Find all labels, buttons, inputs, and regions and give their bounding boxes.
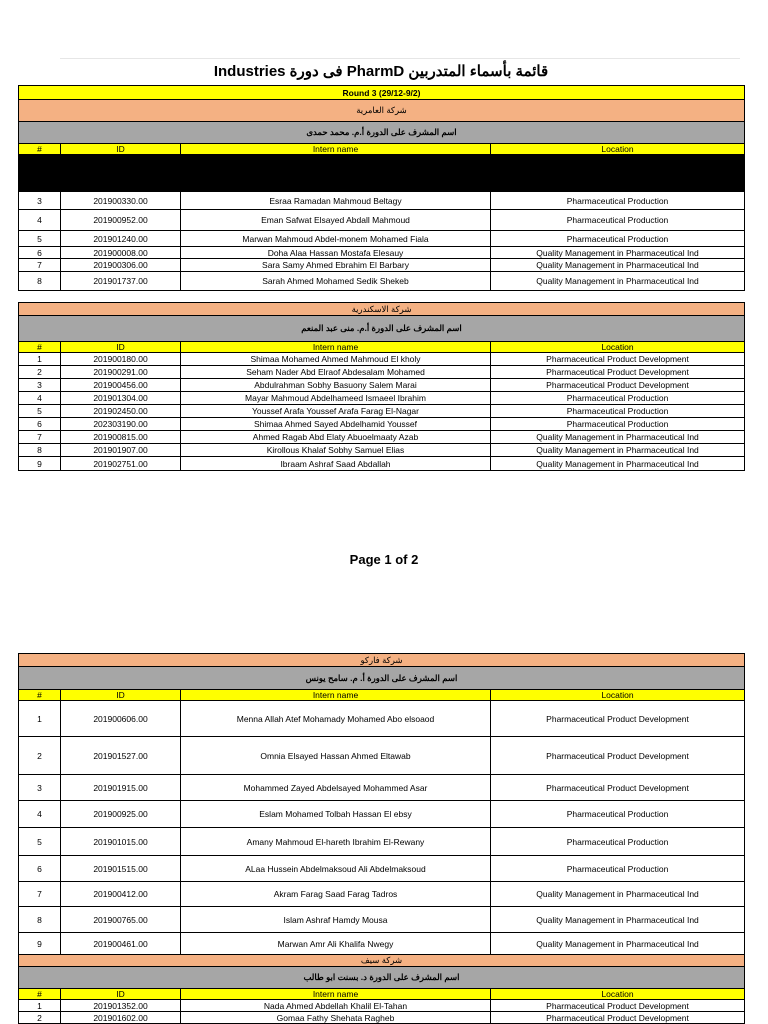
cell-id: 201901515.00 [61,856,181,882]
header-location: Location [491,690,745,701]
cell-num: 9 [19,457,61,471]
supervisor-row [19,122,745,144]
header-row [19,144,745,155]
round-label: Round 3 (29/12-9/2) [19,86,745,100]
cell-id: 201901737.00 [61,272,181,291]
redacted-row [19,155,745,192]
cell-name: Akram Farag Saad Farag Tadros [181,882,491,907]
cell-num: 5 [19,231,61,247]
table-row [19,405,745,418]
header-row [19,690,745,701]
cell-location: Pharmaceutical Product Development [491,775,745,801]
cell-num: 6 [19,247,61,259]
section-alexandria [18,302,744,471]
section-ameriya [18,85,744,291]
cell-name: Eman Safwat Elsayed Abdall Mahmoud [181,210,491,231]
intern-table [18,85,745,291]
cell-location: Quality Management in Pharmaceutical Ind [491,882,745,907]
cell-id: 201900291.00 [61,366,181,379]
cell-location: Pharmaceutical Production [491,392,745,405]
cell-location: Pharmaceutical Product Development [491,353,745,366]
table-row [19,353,745,366]
cell-name: Kirollous Khalaf Sobhy Samuel Elias [181,444,491,457]
table-row [19,933,745,955]
header-location: Location [491,989,745,1000]
cell-id: 201902751.00 [61,457,181,471]
table-row [19,366,745,379]
supervisor-name: اسم المشرف على الدورة د. بسنت ابو طالب [19,967,745,989]
supervisor-name: اسم المشرف على الدورة أ. م. سامح يونس [19,667,745,690]
cell-id: 201901304.00 [61,392,181,405]
cell-num: 6 [19,856,61,882]
cell-location: Pharmaceutical Production [491,192,745,210]
cell-name: Marwan Amr Ali Khalifa Nwegy [181,933,491,955]
table-row [19,444,745,457]
cell-num: 7 [19,431,61,444]
cell-num: 4 [19,801,61,828]
cell-num: 8 [19,272,61,291]
company-name: شركة الاسكندرية [19,303,745,316]
cell-id: 201900412.00 [61,882,181,907]
company-name: شركة سيف [19,955,745,967]
cell-id: 201900765.00 [61,907,181,933]
intern-table [18,954,745,1024]
cell-name: Seham Nader Abd Elraof Abdesalam Mohamed [181,366,491,379]
cell-num: 3 [19,379,61,392]
supervisor-row [19,967,745,989]
cell-name: Sara Samy Ahmed Ebrahim El Barbary [181,259,491,272]
cell-name: Ibraam Ashraf Saad Abdallah [181,457,491,471]
cell-id: 201900456.00 [61,379,181,392]
cell-num: 6 [19,418,61,431]
cell-name: Islam Ashraf Hamdy Mousa [181,907,491,933]
table-row [19,801,745,828]
cell-location: Pharmaceutical Production [491,418,745,431]
cell-location: Pharmaceutical Production [491,405,745,418]
header-name: Intern name [181,989,491,1000]
header-name: Intern name [181,342,491,353]
cell-name: Youssef Arafa Youssef Arafa Farag El-Nagar [181,405,491,418]
cell-id: 201900606.00 [61,701,181,737]
table-row [19,701,745,737]
cell-id: 201902450.00 [61,405,181,418]
page-number: Page 1 of 2 [349,552,419,567]
redaction-bar [19,155,745,192]
table-row [19,775,745,801]
table-row [19,259,745,272]
cell-location: Quality Management in Pharmaceutical Ind [491,444,745,457]
cell-location: Pharmaceutical Product Development [491,1000,745,1012]
table-row [19,828,745,856]
cell-location: Pharmaceutical Production [491,231,745,247]
supervisor-row [19,667,745,690]
intern-table [18,302,745,471]
cell-name: Esraa Ramadan Mahmoud Beltagy [181,192,491,210]
company-row [19,303,745,316]
cell-location: Quality Management in Pharmaceutical Ind [491,457,745,471]
cell-name: Shimaa Mohamed Ahmed Mahmoud El kholy [181,353,491,366]
header-location: Location [491,342,745,353]
cell-location: Pharmaceutical Product Development [491,737,745,775]
section-seif [18,954,744,1024]
table-row [19,882,745,907]
table-row [19,247,745,259]
table-row [19,431,745,444]
supervisor-row [19,316,745,342]
company-name: شركة فاركو [19,654,745,667]
table-row [19,856,745,882]
cell-num: 7 [19,882,61,907]
cell-name: Amany Mahmoud El-hareth Ibrahim El-Rewany [181,828,491,856]
cell-name: Gomaa Fathy Shehata Ragheb [181,1012,491,1024]
company-row [19,654,745,667]
table-row [19,272,745,291]
cell-id: 201900008.00 [61,247,181,259]
header-id: ID [61,342,181,353]
cell-name: Omnia Elsayed Hassan Ahmed Eltawab [181,737,491,775]
intern-table [18,653,745,955]
cell-num: 2 [19,737,61,775]
cell-name: Marwan Mahmoud Abdel-monem Mohamed Fiala [181,231,491,247]
header-num: # [19,690,61,701]
table-row [19,231,745,247]
cell-name: Eslam Mohamed Tolbah Hassan El ebsy [181,801,491,828]
cell-location: Pharmaceutical Product Development [491,701,745,737]
cell-location: Quality Management in Pharmaceutical Ind [491,907,745,933]
company-name: شركة العامرية [19,100,745,122]
table-row [19,210,745,231]
cell-location: Pharmaceutical Production [491,801,745,828]
header-location: Location [491,144,745,155]
cell-name: Mohammed Zayed Abdelsayed Mohammed Asar [181,775,491,801]
cell-num: 8 [19,444,61,457]
cell-num: 1 [19,353,61,366]
cell-name: Nada Ahmed Abdellah Khalil El-Tahan [181,1000,491,1012]
supervisor-name: اسم المشرف على الدورة أ.م. محمد حمدى [19,122,745,144]
cell-id: 201901527.00 [61,737,181,775]
cell-id: 201901015.00 [61,828,181,856]
cell-location: Pharmaceutical Product Development [491,1012,745,1024]
cell-name: Shimaa Ahmed Sayed Abdelhamid Youssef [181,418,491,431]
header-name: Intern name [181,144,491,155]
cell-location: Quality Management in Pharmaceutical Ind [491,272,745,291]
cell-location: Pharmaceutical Production [491,856,745,882]
title-rule [60,58,740,59]
cell-location: Pharmaceutical Production [491,210,745,231]
header-num: # [19,342,61,353]
table-row [19,737,745,775]
header-row [19,989,745,1000]
cell-num: 4 [19,392,61,405]
cell-id: 201901602.00 [61,1012,181,1024]
cell-num: 4 [19,210,61,231]
cell-num: 2 [19,1012,61,1024]
cell-location: Pharmaceutical Product Development [491,366,745,379]
supervisor-name: اسم المشرف على الدورة أ.م. منى عبد المنعم [19,316,745,342]
header-row [19,342,745,353]
cell-name: Doha Alaa Hassan Mostafa Elesauy [181,247,491,259]
cell-id: 201900925.00 [61,801,181,828]
cell-id: 201900952.00 [61,210,181,231]
cell-name: Menna Allah Atef Mohamady Mohamed Abo elsoaod [181,701,491,737]
cell-name: Sarah Ahmed Mohamed Sedik Shekeb [181,272,491,291]
cell-id: 201900815.00 [61,431,181,444]
cell-location: Quality Management in Pharmaceutical Ind [491,933,745,955]
header-id: ID [61,989,181,1000]
header-id: ID [61,690,181,701]
cell-id: 201901240.00 [61,231,181,247]
table-row [19,457,745,471]
cell-location: Quality Management in Pharmaceutical Ind [491,431,745,444]
table-row [19,907,745,933]
cell-id: 201901352.00 [61,1000,181,1012]
header-num: # [19,989,61,1000]
cell-num: 1 [19,1000,61,1012]
table-row [19,1000,745,1012]
cell-id: 201901907.00 [61,444,181,457]
cell-location: Pharmaceutical Product Development [491,379,745,392]
cell-num: 2 [19,366,61,379]
cell-name: Mayar Mahmoud Abdelhameed Ismaeel Ibrahim [181,392,491,405]
cell-name: ALaa Hussein Abdelmaksoud Ali Abdelmaksoud [181,856,491,882]
cell-num: 9 [19,933,61,955]
page-title: قائمة بأسماء المتدربين PharmD فى دورة Industries [213,63,549,80]
cell-id: 201900180.00 [61,353,181,366]
table-row [19,1012,745,1024]
cell-id: 201900330.00 [61,192,181,210]
cell-id: 202303190.00 [61,418,181,431]
header-id: ID [61,144,181,155]
cell-num: 5 [19,828,61,856]
cell-num: 7 [19,259,61,272]
cell-name: Abdulrahman Sobhy Basuony Salem Marai [181,379,491,392]
cell-name: Ahmed Ragab Abd Elaty Abuoelmaaty Azab [181,431,491,444]
cell-num: 3 [19,192,61,210]
cell-id: 201900461.00 [61,933,181,955]
cell-id: 201901915.00 [61,775,181,801]
cell-id: 201900306.00 [61,259,181,272]
header-name: Intern name [181,690,491,701]
cell-num: 5 [19,405,61,418]
cell-location: Pharmaceutical Production [491,828,745,856]
header-num: # [19,144,61,155]
company-row [19,100,745,122]
company-row [19,955,745,967]
table-row [19,392,745,405]
table-row [19,418,745,431]
section-pharco [18,653,744,955]
cell-location: Quality Management in Pharmaceutical Ind [491,259,745,272]
cell-num: 8 [19,907,61,933]
cell-location: Quality Management in Pharmaceutical Ind [491,247,745,259]
table-row [19,379,745,392]
round-row [19,86,745,100]
cell-num: 3 [19,775,61,801]
table-row [19,192,745,210]
cell-num: 1 [19,701,61,737]
